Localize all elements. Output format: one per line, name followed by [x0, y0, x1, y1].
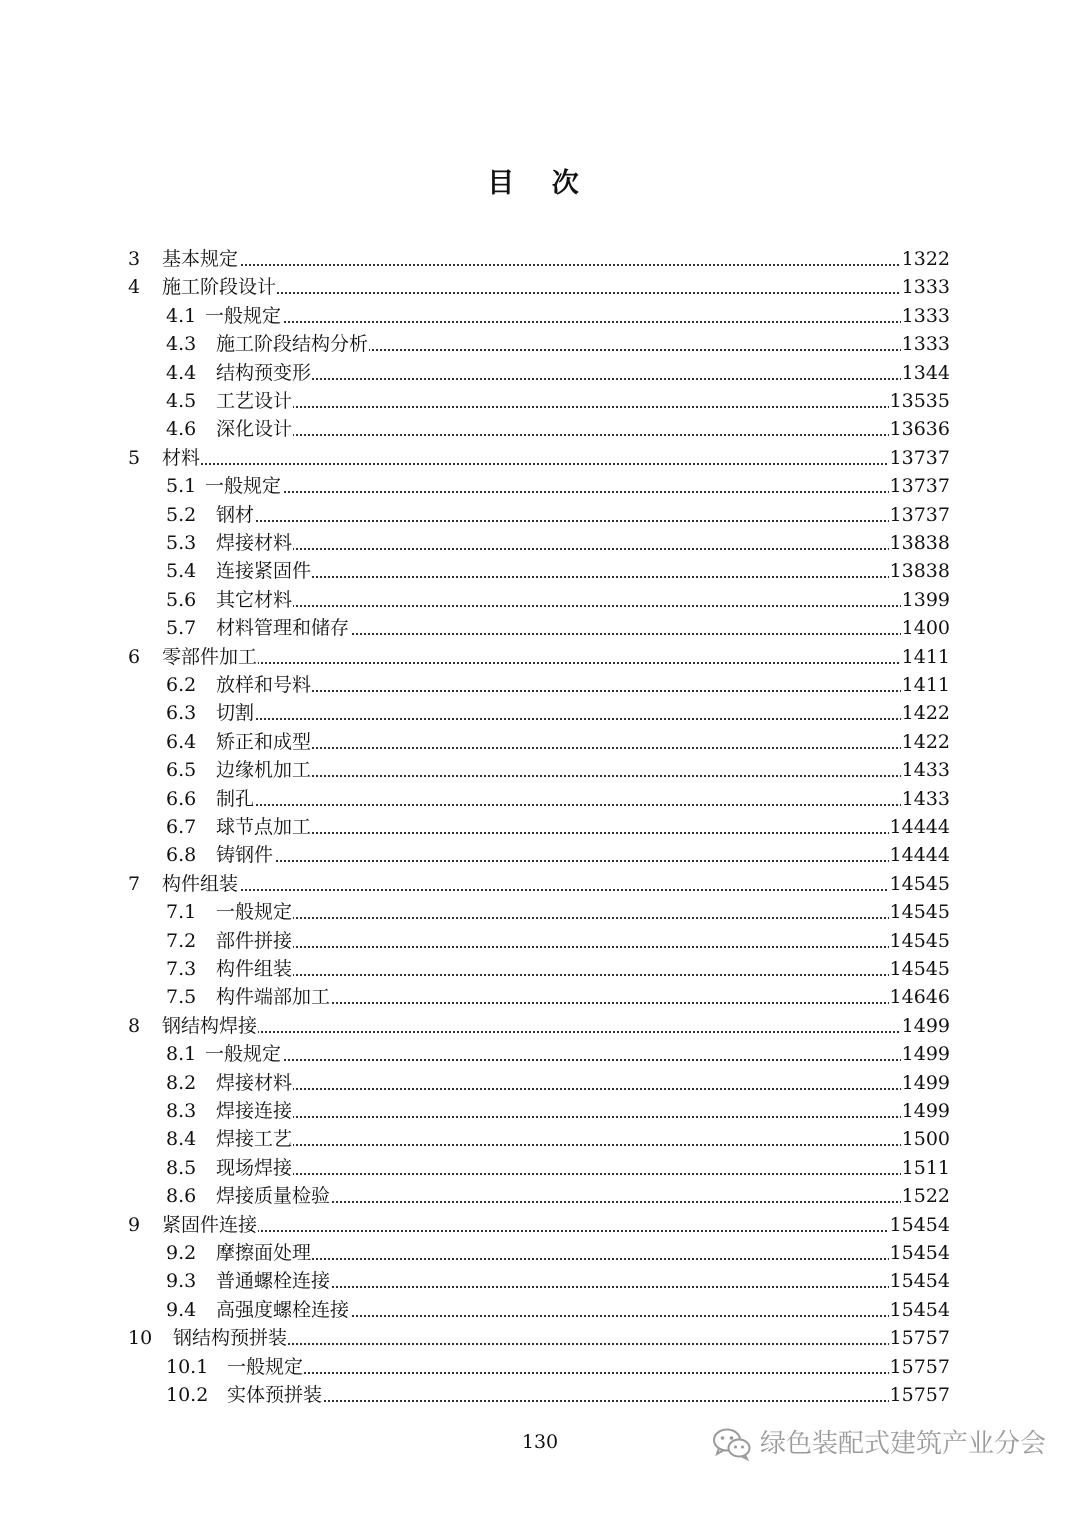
toc-page-number: 14545	[889, 870, 950, 898]
toc-entry	[0, 898, 1080, 926]
toc-section-title: 焊接工艺	[216, 1125, 293, 1153]
toc-section-number: 6.6	[166, 787, 197, 810]
toc-entry	[0, 387, 1080, 415]
toc-section-title: 连接紧固件	[216, 557, 312, 585]
toc-entry	[0, 756, 1080, 784]
toc-dot-leader	[205, 491, 950, 493]
toc-entry	[0, 813, 1080, 841]
toc-section-number: 5.3	[166, 532, 197, 554]
toc-dot-leader	[162, 662, 950, 664]
toc-entry	[0, 643, 1080, 671]
toc-entry	[0, 586, 1080, 614]
toc-page-number: 1499	[901, 1097, 950, 1125]
toc-section-title: 球节点加工	[216, 813, 312, 841]
toc-section-title: 一般规定	[216, 898, 293, 926]
toc-entry	[0, 983, 1080, 1011]
toc-entry	[0, 870, 1080, 898]
toc-dot-leader	[216, 1116, 950, 1118]
toc-section-title: 部件拼接	[216, 927, 293, 955]
toc-entry	[0, 1182, 1080, 1210]
toc-section-number: 8	[128, 1014, 141, 1037]
toc-dot-leader	[216, 605, 950, 607]
toc-dot-leader	[216, 520, 950, 522]
toc-page-number: 14444	[889, 813, 950, 841]
watermark-text: 绿色装配式建筑产业分会	[759, 1429, 1046, 1459]
toc-dot-leader	[216, 1088, 950, 1090]
toc-page-number: 1400	[901, 614, 950, 642]
toc-entry	[0, 1097, 1080, 1125]
toc-entry	[0, 501, 1080, 529]
toc-section-number: 6.4	[166, 730, 197, 753]
toc-section-title: 施工阶段设计	[162, 273, 277, 301]
toc-section-number: 9.2	[166, 1242, 197, 1264]
toc-page-number: 1499	[901, 1040, 950, 1068]
toc-page-number: 1499	[901, 1069, 950, 1097]
toc-dot-leader	[216, 576, 950, 578]
toc-section-title: 构件组装	[162, 870, 239, 898]
toc-entry	[0, 273, 1080, 301]
toc-entry	[0, 1267, 1080, 1295]
toc-page-number: 1333	[901, 302, 950, 330]
toc-section-number: 6	[128, 645, 141, 668]
toc-page-number: 1399	[901, 586, 950, 614]
toc-entry	[0, 302, 1080, 330]
toc-section-title: 焊接材料	[216, 1069, 293, 1097]
toc-page-number: 14444	[889, 841, 950, 869]
toc-page-number: 15454	[889, 1211, 950, 1239]
toc-section-title: 摩擦面处理	[216, 1239, 312, 1267]
toc-section-number: 7.3	[166, 958, 197, 980]
toc-dot-leader	[216, 434, 950, 436]
toc-dot-leader	[216, 804, 950, 806]
toc-entry	[0, 245, 1080, 273]
toc-section-title: 基本规定	[162, 245, 239, 273]
toc-section-number: 8.5	[166, 1156, 197, 1179]
toc-section-title: 焊接材料	[216, 529, 293, 557]
toc-dot-leader	[216, 946, 950, 948]
toc-page-number: 15757	[889, 1324, 950, 1352]
toc-page-number: 15454	[889, 1267, 950, 1295]
toc-section-number: 7.2	[166, 929, 197, 952]
toc-entry	[0, 1012, 1080, 1040]
toc-page-number: 13737	[889, 472, 950, 500]
toc-entry	[0, 699, 1080, 727]
toc-section-number: 7.5	[166, 986, 197, 1009]
toc-page-number: 1422	[901, 699, 950, 727]
toc-page-number: 1499	[901, 1012, 950, 1040]
toc-dot-leader	[216, 1258, 950, 1260]
toc-section-number: 6.7	[166, 816, 197, 838]
toc-section-number: 8.3	[166, 1100, 197, 1122]
toc-page-number: 13838	[889, 557, 950, 585]
toc-entry	[0, 359, 1080, 387]
toc-entry	[0, 472, 1080, 500]
toc-section-number: 6.2	[166, 674, 197, 696]
toc-entry	[0, 415, 1080, 443]
toc-entry	[0, 330, 1080, 358]
toc-page-number: 1422	[901, 728, 950, 756]
toc-entry	[0, 444, 1080, 472]
toc-page-number: 1333	[901, 273, 950, 301]
toc-dot-leader	[216, 718, 950, 720]
toc-section-number: 6.5	[166, 759, 197, 782]
toc-entry	[0, 1381, 1080, 1409]
toc-page-number: 13838	[889, 529, 950, 557]
toc-entry	[0, 1211, 1080, 1239]
toc-section-title: 现场焊接	[216, 1154, 293, 1182]
toc-dot-leader	[205, 1059, 950, 1061]
toc-section-title: 放样和号料	[216, 671, 312, 699]
toc-dot-leader	[216, 378, 950, 380]
toc-dot-leader	[162, 264, 950, 266]
toc-section-title: 材料	[162, 444, 201, 472]
toc-page-number: 13636	[889, 415, 950, 443]
toc-section-number: 7.1	[166, 901, 197, 924]
toc-section-number: 4	[128, 276, 141, 299]
toc-section-title: 焊接连接	[216, 1097, 293, 1125]
toc-section-number: 5	[128, 446, 141, 469]
toc-page-number: 14545	[889, 927, 950, 955]
toc-entry	[0, 671, 1080, 699]
toc-section-title: 普通螺栓连接	[216, 1267, 331, 1295]
toc-section-number: 9.3	[166, 1270, 197, 1293]
toc-page-number: 1411	[901, 671, 950, 699]
toc-page-number: 1511	[901, 1154, 950, 1182]
toc-section-title: 矫正和成型	[216, 728, 312, 756]
toc-section-title: 高强度螺栓连接	[216, 1296, 350, 1324]
toc-section-title: 其它材料	[216, 586, 293, 614]
toc-dot-leader	[162, 292, 950, 294]
toc-section-number: 8.6	[166, 1185, 197, 1208]
toc-entry	[0, 955, 1080, 983]
toc-dot-leader	[205, 321, 950, 323]
toc-dot-leader	[162, 889, 950, 891]
toc-dot-leader	[227, 1400, 950, 1402]
toc-dot-leader	[162, 1031, 950, 1033]
toc-dot-leader	[162, 1230, 950, 1232]
toc-section-number: 8.2	[166, 1071, 197, 1094]
toc-section-number: 5.2	[166, 503, 197, 526]
toc-entry	[0, 1125, 1080, 1153]
toc-section-title: 一般规定	[205, 1040, 282, 1068]
toc-entry	[0, 1040, 1080, 1068]
toc-section-number: 6.8	[166, 844, 197, 867]
toc-dot-leader	[216, 832, 950, 834]
toc-entry	[0, 557, 1080, 585]
toc-page-number: 15454	[889, 1239, 950, 1267]
watermark	[712, 1424, 1046, 1464]
toc-dot-leader	[216, 974, 950, 976]
toc-section-number: 3	[128, 248, 141, 270]
toc-entry	[0, 529, 1080, 557]
toc-entry	[0, 1239, 1080, 1267]
toc-page-number: 15454	[889, 1296, 950, 1324]
toc-entry	[0, 841, 1080, 869]
toc-page-number: 15757	[889, 1381, 950, 1409]
toc-dot-leader	[216, 1144, 950, 1146]
toc-section-title: 施工阶段结构分析	[216, 330, 369, 358]
toc-entry	[0, 1296, 1080, 1324]
toc-section-title: 零部件加工	[162, 643, 258, 671]
toc-section-title: 一般规定	[227, 1353, 304, 1381]
toc-section-number: 10	[128, 1327, 153, 1350]
toc-page-number: 1333	[901, 330, 950, 358]
toc-dot-leader	[227, 1372, 950, 1374]
toc-page-number: 1500	[901, 1125, 950, 1153]
page-number: 130	[521, 1431, 559, 1453]
toc-section-title: 制孔	[216, 785, 255, 813]
toc-section-number: 9	[128, 1213, 141, 1236]
toc-section-number: 4.4	[166, 361, 197, 384]
toc-section-number: 5.7	[166, 617, 197, 640]
toc-dot-leader	[162, 463, 950, 465]
toc-entry	[0, 927, 1080, 955]
toc-entry	[0, 728, 1080, 756]
toc-entry	[0, 614, 1080, 642]
toc-page-number: 15757	[889, 1353, 950, 1381]
toc-entry	[0, 1069, 1080, 1097]
toc-section-title: 深化设计	[216, 415, 293, 443]
toc-section-number: 5.6	[166, 588, 197, 611]
toc-page-number: 14545	[889, 898, 950, 926]
toc-section-number: 7	[128, 872, 141, 895]
toc-dot-leader	[216, 775, 950, 777]
toc-page-number: 1522	[901, 1182, 950, 1210]
toc-section-number: 4.1	[166, 304, 197, 327]
wechat-icon	[712, 1427, 752, 1461]
toc-page-number: 14545	[889, 955, 950, 983]
toc-section-title: 构件组装	[216, 955, 293, 983]
toc-page-number: 13737	[889, 444, 950, 472]
toc-page-number: 14646	[889, 983, 950, 1011]
toc-section-title: 钢结构焊接	[162, 1012, 258, 1040]
toc-section-title: 边缘机加工	[216, 756, 312, 784]
toc-dot-leader	[216, 406, 950, 408]
toc-dot-leader	[216, 1173, 950, 1175]
toc-entry	[0, 1324, 1080, 1352]
toc-section-title: 一般规定	[205, 302, 282, 330]
toc-section-number: 6.3	[166, 702, 197, 725]
toc-entry	[0, 1353, 1080, 1381]
toc-section-number: 8.4	[166, 1128, 197, 1151]
toc-section-title: 一般规定	[205, 472, 282, 500]
toc-section-title: 实体预拼装	[227, 1381, 323, 1409]
toc-page-number: 13535	[889, 387, 950, 415]
toc-section-title: 紧固件连接	[162, 1211, 258, 1239]
toc-dot-leader	[216, 548, 950, 550]
toc-page-number: 1344	[901, 359, 950, 387]
toc-page-number: 13737	[889, 501, 950, 529]
toc-section-number: 4.3	[166, 333, 197, 356]
toc-section-number: 4.6	[166, 418, 197, 441]
toc-section-title: 焊接质量检验	[216, 1182, 331, 1210]
toc-page-number: 1322	[901, 245, 950, 273]
toc-page-number: 1433	[901, 756, 950, 784]
toc-page-number: 1411	[901, 643, 950, 671]
toc-section-title: 工艺设计	[216, 387, 293, 415]
toc-section-title: 钢材	[216, 501, 255, 529]
toc-dot-leader	[216, 747, 950, 749]
toc-dot-leader	[216, 917, 950, 919]
page-title: 目 次	[487, 168, 593, 199]
toc-dot-leader	[173, 1343, 950, 1345]
toc-dot-leader	[216, 690, 950, 692]
toc-section-title: 切割	[216, 699, 255, 727]
toc-section-title: 钢结构预拼装	[173, 1324, 288, 1352]
toc-section-title: 结构预变形	[216, 359, 312, 387]
toc-section-number: 8.1	[166, 1043, 197, 1066]
toc-section-title: 材料管理和储存	[216, 614, 350, 642]
toc-entry	[0, 1154, 1080, 1182]
toc-section-title: 构件端部加工	[216, 983, 331, 1011]
toc-section-number: 10.1	[166, 1355, 209, 1378]
toc-section-number: 5.1	[166, 475, 197, 498]
toc-page-number: 1433	[901, 785, 950, 813]
toc-entry	[0, 785, 1080, 813]
toc-section-number: 4.5	[166, 390, 197, 412]
toc-section-number: 9.4	[166, 1298, 197, 1321]
toc-section-title: 铸钢件	[216, 841, 274, 869]
toc-section-number: 5.4	[166, 560, 197, 583]
toc-dot-leader	[216, 860, 950, 862]
toc-section-number: 10.2	[166, 1384, 209, 1406]
